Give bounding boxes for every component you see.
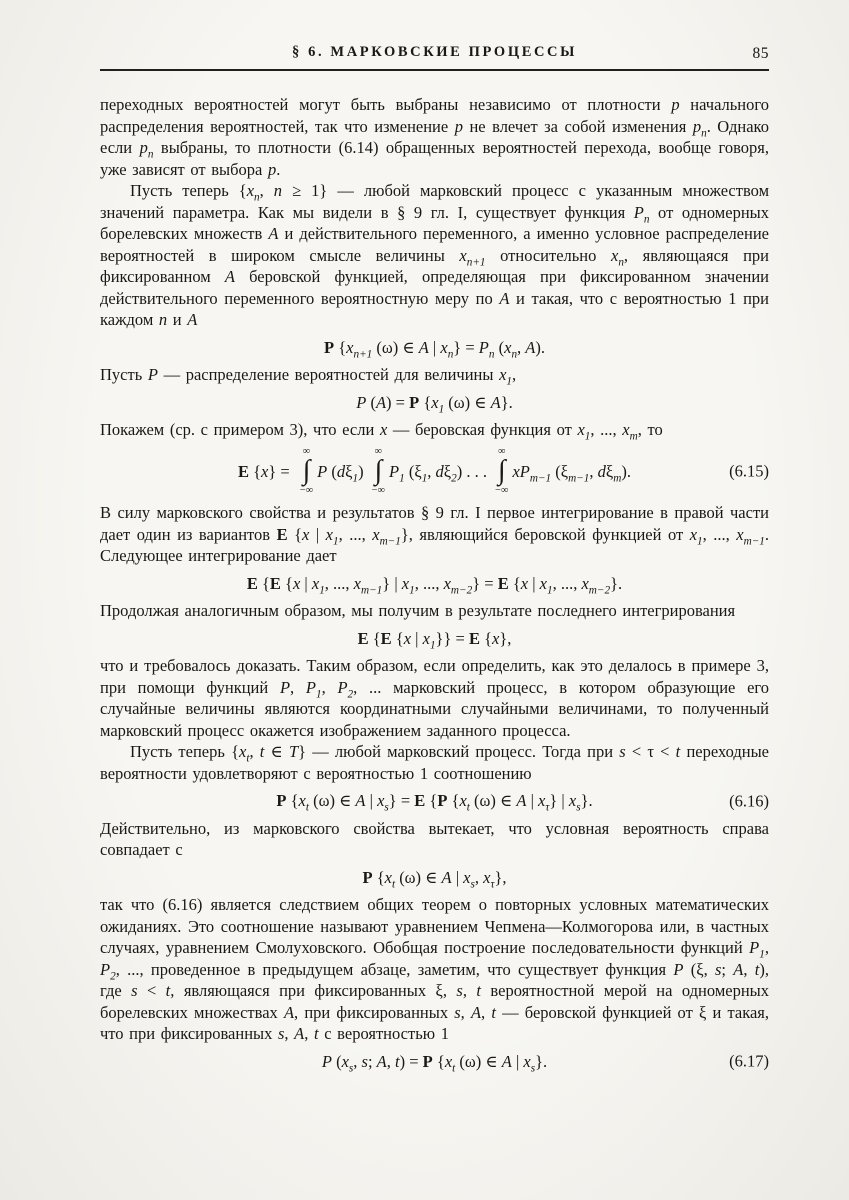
integral-upper-limit: ∞ — [374, 445, 383, 457]
formula-text: E {E {x | $x_1\}\} = E$ {x}, — [357, 628, 512, 651]
page-body — [100, 94, 769, 1072]
integral-sign: ∫ — [302, 455, 311, 486]
integral-term — [364, 447, 487, 497]
integral-upper-limit: ∞ — [302, 445, 311, 457]
paragraph-pokazhem: Покажем (ср. с примером 3), что если x — беровская функция от $x_1$, ..., $x_m$, то — [100, 420, 663, 443]
equation-6-15 — [100, 447, 769, 497]
paragraph-prodolzhaya: Продолжая аналогичным образом, мы получим в результате последнего интегрирования — [100, 601, 736, 621]
equation-number: (6.16) — [729, 791, 769, 811]
integral-with-limits — [372, 447, 385, 497]
equation-6-16 — [100, 790, 769, 812]
formula-text: P {$x_t$ (ω) ∈ A | $x_s$, $x_\tau$}, — [362, 867, 507, 890]
paragraph-let-p: Пусть P — распределение вероятностей для величины $x_1$, — [100, 365, 517, 388]
integral-upper-limit: ∞ — [497, 445, 506, 457]
paragraph-markov-discrete: Пусть теперь {$x_n$, n ≥ 1} — любой марковский процесс с указанным множеством значений параметра. Как мы видели в § 9 гл. I, существует функция $P_n$ от одномерных борелевских множеств A и действительного переменного, а именно условное распределение вероятностей в широком смысле величины $x_{n+1}$ относительно $x_n$, являющаяся при фиксированном A беровской функцией, определяющая при фиксированном значении действительного переменного вероятностную меру по A и такая, что с вероятностью 1 при каждом n и A — [100, 181, 770, 329]
integral-term — [487, 447, 631, 497]
equation-p-definition — [100, 392, 769, 414]
equation-conditional-probability — [100, 867, 769, 889]
integral-lower-limit: −∞ — [495, 484, 509, 496]
section-title: § 6. МАРКОВСКИЕ ПРОЦЕССЫ — [292, 44, 577, 60]
integrand: $xP_{m-1}$ ($\xi_{m-1}$, $d\xi_m$). — [512, 461, 632, 484]
integral-lower-limit: −∞ — [371, 484, 385, 496]
equation-iterated-expectation — [100, 573, 769, 595]
running-head — [100, 44, 769, 64]
paragraph-dokazat: что и требовалось доказать. Таким образом, если определить, как это делалось в примере 3, при помощи функций P, $P_1$, $P_2$, ... марковский процесс, в котором образующие его случайные величины являются координатными случайными величинами, то полученный марковский процесс окажется изображением заданного процесса. — [100, 656, 770, 740]
paragraph-vsilu: В силу марковского свойства и результатов § 9 гл. I первое интегрирование в правой части дает один из вариантов E {x | $x_1$, ..., $x_{m-1}$}, являющийся беровской функцией от $x_1$, ..., $x_{m-1}$. Следующее интегрирование дает — [100, 503, 770, 566]
formula-text — [238, 447, 631, 497]
formula-text: E {E {x | $x_1$, ..., $x_{m-1}$} | $x_1$, ..., $x_{m-2}\} = E$ {x | $x_1$, ..., $x_{m-2}$}. — [246, 573, 623, 596]
equation-6-17 — [100, 1051, 769, 1073]
integral-sign: ∫ — [374, 455, 383, 486]
page-number: 85 — [752, 45, 769, 62]
formula-lhs: E {x} = — [237, 461, 290, 481]
formula-text: P (A) = P {$x_1$ (ω) ∈ A}. — [356, 392, 513, 415]
integrand: $P_1$ ($\xi_1$, $d\xi_2$) . . . — [389, 461, 488, 484]
equation-final-expectation — [100, 628, 769, 650]
formula-text: P {$x_{n+1}$ (ω) ∈ A | $x_n\} = P_n$ ($x_n$, A). — [323, 337, 546, 360]
formula-text: P ($x_s$, s; A, t) = P {$x_t$ (ω) ∈ A | $x_s$}. — [321, 1051, 548, 1074]
integral-sign: ∫ — [497, 455, 506, 486]
paragraph-markov-continuous: Пусть теперь {$x_t$, t ∈ T} — любой марковский процесс. Тогда при s < τ < t переходные вероятности удовлетворяют с вероятностью 1 соотношению — [100, 742, 769, 783]
integrand: P $(d\xi_1)$ — [317, 461, 364, 484]
integral-lower-limit: −∞ — [299, 484, 314, 496]
equation-transition-probability — [100, 337, 769, 359]
equation-number: (6.15) — [729, 461, 769, 481]
equation-number: (6.17) — [729, 1051, 769, 1071]
integral-with-limits — [300, 447, 313, 497]
integral-term — [292, 447, 364, 497]
paragraph-deystvitelno: Действительно, из марковского свойства вытекает, что условная вероятность справа совпадает с — [100, 818, 769, 860]
formula-text: P {$x_t$ (ω) ∈ A | $x_s\} = E$ {P {$x_t$ (ω) ∈ A | $x_\tau$} | $x_s$}. — [276, 791, 593, 814]
paragraph-transition-densities: переходных вероятностей могут быть выбраны независимо от плотности p начального распределения вероятностей, так что изменение p не влечет за собой изменения $p_n$. Однако если $p_n$ выбраны, то плотности (6.14) обращенных вероятностей перехода, вообще говоря, уже зависят от выбора p. — [100, 95, 770, 179]
integral-with-limits — [495, 447, 508, 497]
header-rule — [100, 69, 769, 71]
paragraph-takchto: так что (6.16) является следствием общих теорем о повторных условных математических ожиданиях. Это соотношение называют уравнением Чепмена—Колмогорова или, в частных случаях, уравнением Смолуховского. Обобщая построение последовательности функций $P_1$, $P_2$, ..., проведенное в предыдущем абзаце, заметим, что существует функция P (ξ, s; A, t), где s < t, являющаяся при фиксированных ξ, s, t вероятностной мерой на одномерных борелевских множествах A, при фиксированных s, A, t — беровской функцией от ξ и такая, что при фиксированных s, A, t с вероятностью 1 — [100, 895, 770, 1044]
